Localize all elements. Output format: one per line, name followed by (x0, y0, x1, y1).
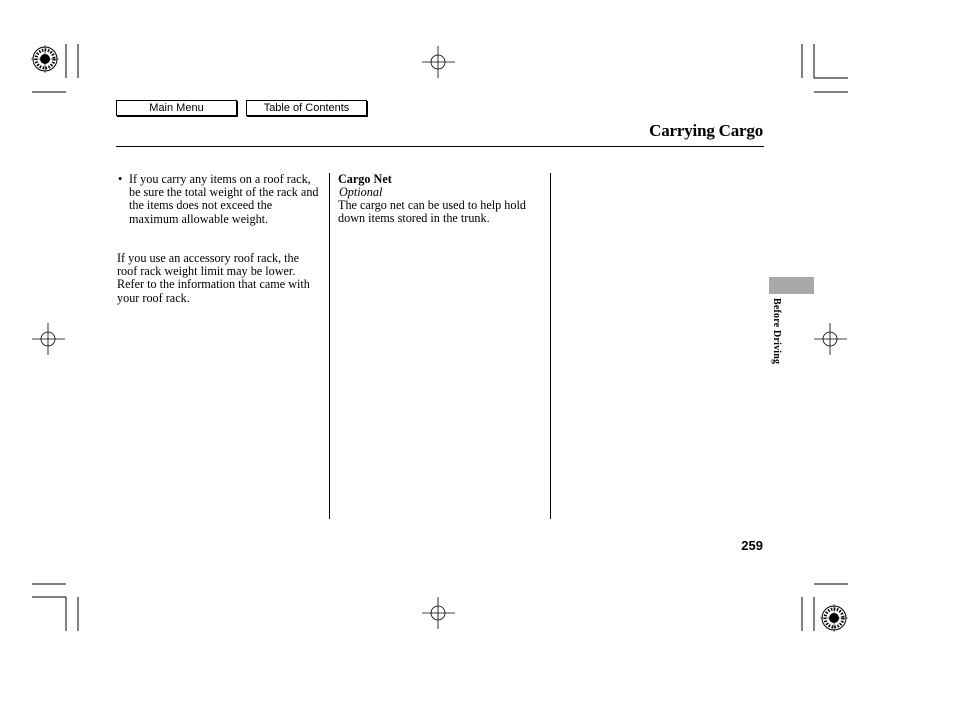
section-tab (769, 277, 814, 294)
roof-rack-paragraph: If you use an accessory roof rack, the roof rack weight limit may be lower. Refer to the information that came with your roof rack. (117, 251, 310, 305)
bullet-text: If you carry any items on a roof rack, be sure the total weight of the rack and the items does not exceed the maximum allowable weight. (129, 172, 319, 226)
header-rule (116, 146, 764, 147)
cargo-net-paragraph: The cargo net can be used to help hold down items stored in the trunk. (338, 198, 526, 226)
crosshair-icon (422, 46, 455, 78)
main-menu-button[interactable]: Main Menu (116, 100, 237, 116)
optional-label: Optional (339, 185, 383, 199)
crosshair-icon (32, 323, 65, 355)
column-divider (329, 173, 330, 519)
page-title: Carrying Cargo (649, 121, 763, 140)
registration-target-icon (820, 604, 848, 632)
page-number: 259 (741, 538, 763, 553)
cargo-net-heading: Cargo Net (338, 172, 392, 186)
table-of-contents-button[interactable]: Table of Contents (246, 100, 367, 116)
crosshair-icon (422, 597, 455, 629)
section-label: Before Driving (771, 298, 782, 365)
registration-target-icon (31, 45, 59, 73)
bullet-icon: • (118, 172, 123, 186)
crosshair-icon (814, 323, 847, 355)
column-divider (550, 173, 551, 519)
